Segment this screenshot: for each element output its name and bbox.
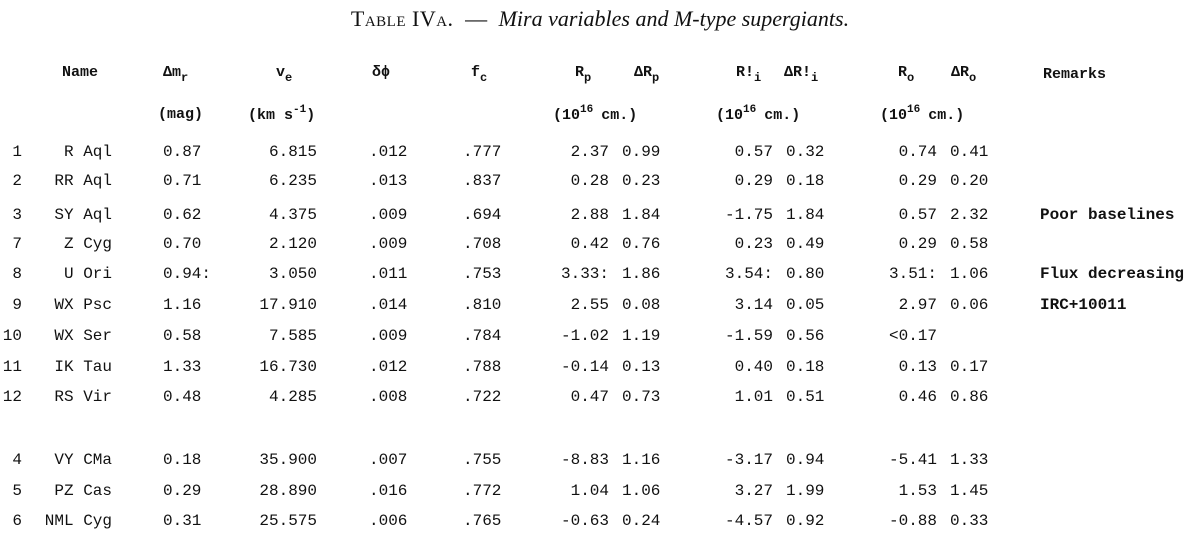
cell-ri: -3.17 [724,451,773,469]
cell-delta-ro: 0.06 [950,296,989,314]
cell-delta-rp: 0.73 [622,388,661,406]
cell-ri: 3.14 [734,296,773,314]
cell-delta-rp: 0.23 [622,172,661,190]
cell-ro: 1.53 [898,482,937,500]
cell-ve: 4.285 [268,388,317,406]
header-ro-unit [880,104,964,124]
cell-delta-m: 0.18 [163,451,202,469]
cell-ri: 3.54: [724,265,773,283]
cell-ve: 2.120 [268,235,317,253]
cell-ro: <0.17 [888,327,937,345]
cell-fc: .777 [463,143,502,161]
cell-number: 3 [12,206,22,224]
cell-number: 9 [12,296,22,314]
header-rp-unit-sup: 16 [580,104,594,116]
cell-delta-ro: 0.17 [950,358,989,376]
cell-rp: -8.83 [560,451,609,469]
cell-number: 8 [12,265,22,283]
cell-delta-ri: 0.18 [786,172,825,190]
header-ve-unit-sup: -1 [293,104,307,116]
table-row [0,296,1200,322]
cell-delta-phi: .011 [369,265,408,283]
header-delta-ro [951,64,976,85]
header-rp-sub: p [584,71,592,85]
cell-delta-ri: 1.99 [786,482,825,500]
header-delta-m-unit: (mag) [158,106,204,123]
cell-rp: 0.42 [570,235,609,253]
cell-remark: IRC+10011 [1040,296,1127,314]
header-rp-unit-a: (10 [553,107,581,124]
cell-number: 4 [12,451,22,469]
cell-delta-phi: .006 [369,512,408,530]
header-ro-symbol: R [898,64,908,81]
cell-ri: -1.75 [724,206,773,224]
cell-ve: 3.050 [268,265,317,283]
cell-ro: 0.29 [898,172,937,190]
table-row [0,358,1200,384]
table-row [0,327,1200,353]
cell-delta-m: 0.71 [163,172,202,190]
cell-rp: 3.33: [560,265,609,283]
cell-delta-rp: 1.86 [622,265,661,283]
cell-delta-phi: .014 [369,296,408,314]
cell-ri: 0.57 [734,143,773,161]
cell-fc: .694 [463,206,502,224]
header-ve-sub: e [285,71,293,85]
header-ri [736,64,761,85]
cell-ve: 25.575 [259,512,317,530]
cell-ri: 3.27 [734,482,773,500]
cell-delta-rp: 0.08 [622,296,661,314]
header-delta-m [163,64,188,85]
cell-delta-ri: 0.56 [786,327,825,345]
cell-ve: 35.900 [259,451,317,469]
cell-rp: 1.04 [570,482,609,500]
cell-delta-rp: 0.76 [622,235,661,253]
cell-delta-ri: 1.84 [786,206,825,224]
header-fc-sub: c [480,71,488,85]
cell-rp: 0.28 [570,172,609,190]
header-ro-unit-sup: 16 [907,104,921,116]
table-row [0,235,1200,261]
table-row [0,265,1200,291]
cell-ri: -4.57 [724,512,773,530]
header-rp-unit-b: cm.) [601,107,638,124]
table-row [0,172,1200,198]
header-ve-symbol: v [276,64,286,81]
cell-star-name: WX Psc [54,296,112,314]
cell-delta-ro: 0.41 [950,143,989,161]
cell-rp: 2.55 [570,296,609,314]
header-delta-m-symbol: Δm [163,64,182,81]
cell-ro: 0.57 [898,206,937,224]
cell-ri: 0.29 [734,172,773,190]
cell-delta-m: 0.94: [163,265,212,283]
header-ro [898,64,914,85]
cell-number: 10 [2,327,22,345]
cell-fc: .765 [463,512,502,530]
header-ve [276,64,292,85]
cell-delta-phi: .007 [369,451,408,469]
header-rp-unit [553,104,637,124]
table-row [0,206,1200,232]
header-ri-unit-a: (10 [716,107,744,124]
cell-delta-rp: 0.99 [622,143,661,161]
cell-ro: 0.13 [898,358,937,376]
cell-number: 2 [12,172,22,190]
cell-ro: 0.46 [898,388,937,406]
cell-fc: .708 [463,235,502,253]
cell-delta-ri: 0.49 [786,235,825,253]
cell-delta-phi: .012 [369,143,408,161]
header-delta-ri [784,64,818,85]
cell-delta-rp: 0.13 [622,358,661,376]
header-ve-unit-b: ) [306,107,316,124]
cell-ro: 0.74 [898,143,937,161]
cell-delta-rp: 1.19 [622,327,661,345]
cell-ro: 0.29 [898,235,937,253]
cell-rp: -0.14 [560,358,609,376]
cell-delta-phi: .009 [369,327,408,345]
cell-number: 6 [12,512,22,530]
cell-rp: 2.88 [570,206,609,224]
cell-fc: .722 [463,388,502,406]
cell-ve: 16.730 [259,358,317,376]
header-delta-ro-sub: o [969,71,977,85]
cell-delta-rp: 0.24 [622,512,661,530]
table-label: Table IVa. [350,6,454,31]
cell-ri: 0.40 [734,358,773,376]
header-delta-rp-sub: p [652,71,660,85]
header-name: Name [62,64,99,81]
cell-delta-rp: 1.84 [622,206,661,224]
cell-ri: 1.01 [734,388,773,406]
cell-remark: Poor baselines [1040,206,1175,224]
cell-delta-ro: 0.86 [950,388,989,406]
cell-number: 7 [12,235,22,253]
header-ri-sub: i [754,71,762,85]
cell-delta-ro: 0.33 [950,512,989,530]
cell-delta-m: 0.70 [163,235,202,253]
cell-delta-ri: 0.18 [786,358,825,376]
cell-rp: -1.02 [560,327,609,345]
cell-fc: .810 [463,296,502,314]
header-rp-symbol: R [575,64,585,81]
cell-number: 1 [12,143,22,161]
header-ro-sub: o [907,71,915,85]
cell-delta-m: 0.87 [163,143,202,161]
cell-star-name: SY Aql [54,206,112,224]
header-delta-ri-symbol: ΔR! [784,64,812,81]
caption-separator: — [465,6,488,31]
cell-fc: .755 [463,451,502,469]
cell-delta-m: 0.62 [163,206,202,224]
cell-ro: -5.41 [888,451,937,469]
cell-ro: 2.97 [898,296,937,314]
cell-star-name: Z Cyg [63,235,112,253]
cell-star-name: IK Tau [54,358,112,376]
cell-delta-phi: .016 [369,482,408,500]
cell-number: 12 [2,388,22,406]
cell-delta-m: 0.58 [163,327,202,345]
table-row [0,143,1200,169]
cell-delta-phi: .009 [369,206,408,224]
header-delta-ri-sub: i [811,71,819,85]
cell-star-name: WX Ser [54,327,112,345]
header-delta-m-sub: r [181,71,189,85]
cell-delta-ro: 1.33 [950,451,989,469]
cell-number: 11 [2,358,22,376]
cell-delta-m: 1.16 [163,296,202,314]
cell-delta-phi: .008 [369,388,408,406]
cell-delta-ri: 0.05 [786,296,825,314]
cell-delta-ro: 0.20 [950,172,989,190]
cell-delta-ro: 1.45 [950,482,989,500]
cell-delta-rp: 1.06 [622,482,661,500]
cell-ve: 28.890 [259,482,317,500]
cell-delta-ri: 0.94 [786,451,825,469]
cell-delta-phi: .013 [369,172,408,190]
header-ro-unit-a: (10 [880,107,908,124]
cell-delta-m: 0.48 [163,388,202,406]
cell-fc: .788 [463,358,502,376]
cell-delta-phi: .012 [369,358,408,376]
cell-star-name: R Aql [63,143,112,161]
header-ri-unit-b: cm.) [764,107,801,124]
cell-star-name: VY CMa [54,451,112,469]
header-fc [471,64,487,85]
cell-star-name: RR Aql [54,172,112,190]
header-fc-symbol: f [471,64,481,81]
table-caption [0,6,1200,32]
cell-delta-ri: 0.92 [786,512,825,530]
header-ri-unit [716,104,800,124]
cell-rp: 2.37 [570,143,609,161]
cell-star-name: RS Vir [54,388,112,406]
table-row [0,512,1200,538]
cell-ve: 4.375 [268,206,317,224]
table-title: Mira variables and M-type supergiants. [498,6,850,31]
header-delta-rp-symbol: ΔR [634,64,653,81]
header-ve-unit-a: (km s [248,107,294,124]
cell-star-name: NML Cyg [44,512,112,530]
cell-ri: -1.59 [724,327,773,345]
header-delta-phi: δϕ [372,64,391,81]
header-ve-unit [248,104,315,124]
header-delta-rp [634,64,659,85]
cell-ro: -0.88 [888,512,937,530]
cell-star-name: PZ Cas [54,482,112,500]
header-ri-symbol: R! [736,64,755,81]
table-row [0,482,1200,508]
cell-ro: 3.51: [888,265,937,283]
cell-rp: 0.47 [570,388,609,406]
cell-remark: Flux decreasing [1040,265,1185,283]
cell-delta-ri: 0.32 [786,143,825,161]
cell-delta-ro: 0.58 [950,235,989,253]
cell-ve: 6.815 [268,143,317,161]
header-rp [575,64,591,85]
header-remarks: Remarks [1043,66,1107,83]
cell-delta-m: 0.29 [163,482,202,500]
cell-fc: .784 [463,327,502,345]
cell-ri: 0.23 [734,235,773,253]
cell-delta-ri: 0.51 [786,388,825,406]
cell-delta-ro: 1.06 [950,265,989,283]
cell-star-name: U Ori [63,265,112,283]
header-ri-unit-sup: 16 [743,104,757,116]
cell-delta-ri: 0.80 [786,265,825,283]
table-row [0,388,1200,414]
cell-delta-m: 1.33 [163,358,202,376]
cell-fc: .753 [463,265,502,283]
cell-fc: .837 [463,172,502,190]
cell-rp: -0.63 [560,512,609,530]
table-row [0,451,1200,477]
cell-delta-m: 0.31 [163,512,202,530]
header-ro-unit-b: cm.) [928,107,965,124]
header-delta-ro-symbol: ΔR [951,64,970,81]
cell-number: 5 [12,482,22,500]
cell-delta-phi: .009 [369,235,408,253]
cell-fc: .772 [463,482,502,500]
cell-delta-ro: 2.32 [950,206,989,224]
cell-ve: 6.235 [268,172,317,190]
cell-ve: 17.910 [259,296,317,314]
cell-ve: 7.585 [268,327,317,345]
cell-delta-rp: 1.16 [622,451,661,469]
